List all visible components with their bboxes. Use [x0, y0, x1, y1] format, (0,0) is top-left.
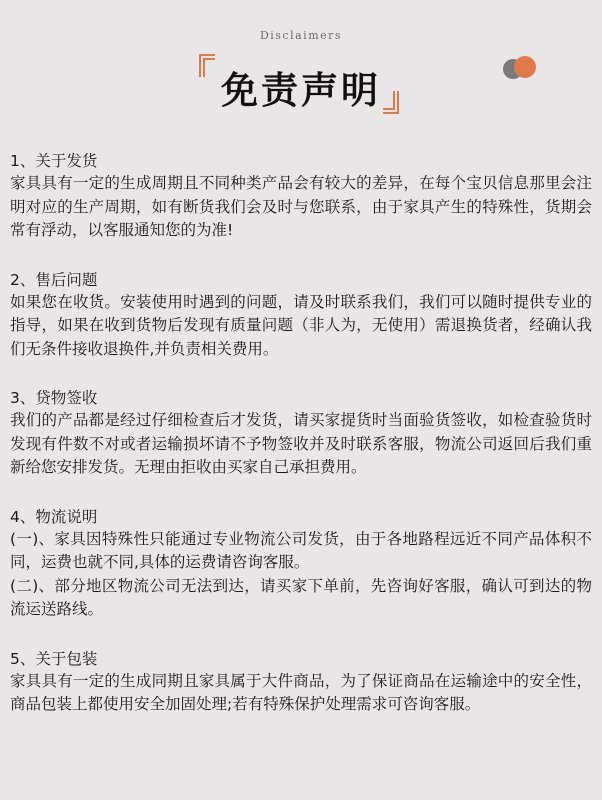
section-paragraph: 如果您在收货。安装使用时遇到的问题，请及时联系我们，我们可以随时提供专业的指导，如果在收到货物后发现有质量问题（非人为，无使用）需退换货者，经确认我们无条件接收退换件,并负责相关费用。 — [10, 292, 592, 358]
section-logistics — [10, 506, 592, 622]
section-title: 1、关于发货 — [10, 152, 98, 170]
section-after-sales — [10, 269, 592, 362]
section-title: 2、售后问题 — [10, 270, 98, 289]
section-paragraph: 我们的产品都是经过仔细检查后才发货，请买家提货时当面验货签收，如检查验货时发现有件数不对或者运输损坏请不予物签收并及时联系客服，物流公司返回后我们重新给您安排发货。无理由拒收由买家自己承担费用。 — [10, 411, 592, 476]
section-receipt — [10, 387, 592, 480]
decorative-dots-icon — [503, 56, 539, 80]
section-paragraph: 家具具有一定的生成周期且不同种类产品会有较大的差异，在每个宝贝信息那里会注明对应的生产周期，如有断货我们会及时与您联系，由于家具产生的特殊性，货期会常有浮动，以客服通知您的为准! — [10, 174, 592, 239]
section-title: 4、物流说明 — [10, 507, 98, 526]
orange-dot — [514, 56, 536, 78]
section-paragraph: (二)、部分地区物流公司无法到达，请买家下单前，先咨询好客服，确认可到达的物流运送路线。 — [10, 576, 592, 618]
section-paragraph: (一)、家具因特殊性只能通过专业物流公司发货，由于各地路程远近不同产品体积不同，运费也就不同,具体的运费请咨询客服。 — [10, 529, 592, 571]
section-title: 5、关于包装 — [10, 649, 98, 668]
section-title: 3、贷物签收 — [10, 389, 98, 407]
section-packaging — [10, 648, 592, 717]
close-bracket-icon — [382, 90, 400, 114]
header-subtitle: Disclaimers — [259, 29, 343, 42]
section-paragraph: 家具具有一定的生成同期且家具属于大件商品，为了保证商品在运输途中的安全性，商品包装上都使用安全加固处理;若有特殊保护处理需求可咨询客服。 — [10, 671, 592, 713]
page-title: 免责声明 — [221, 69, 381, 112]
disclaimer-content — [10, 150, 592, 743]
section-shipping — [10, 150, 592, 243]
